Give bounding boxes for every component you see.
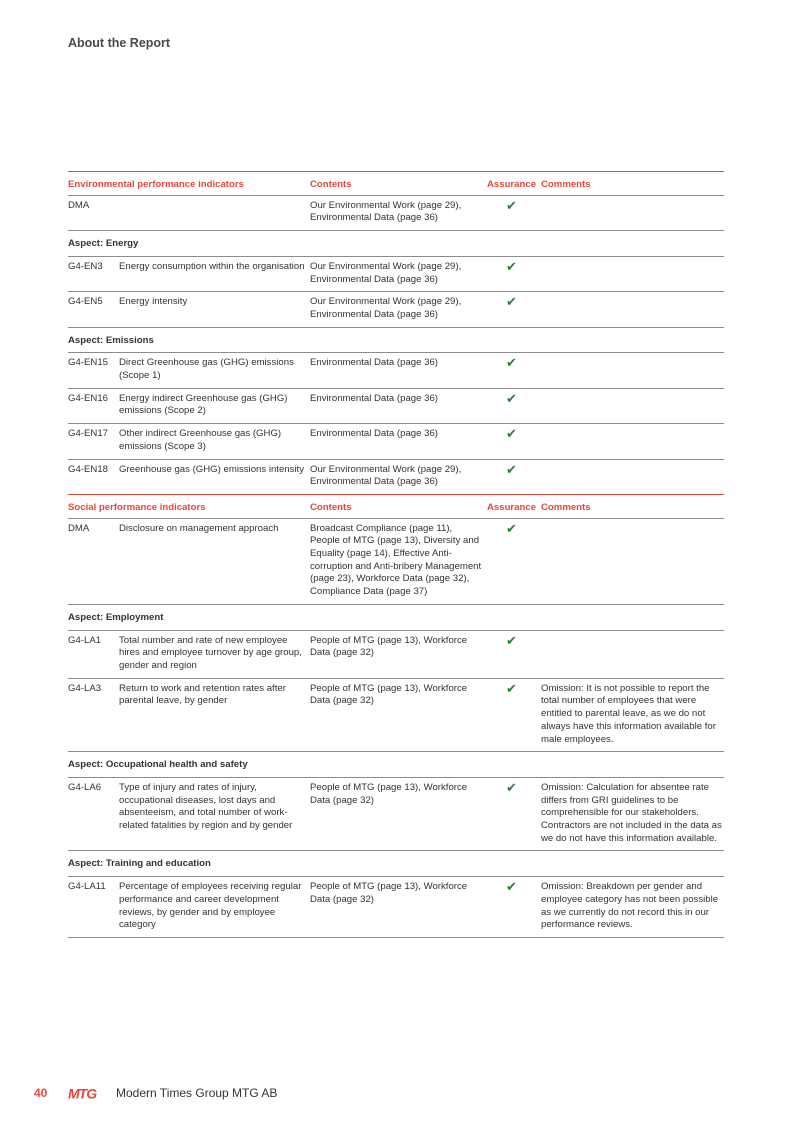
indicator-comments: Omission: Calculation for absentee rate differs from GRI guidelines to be comprehensible for our stakeholders. Contractors are not included in the data as we do not have this information available. (541, 781, 722, 844)
indicator-comments (541, 357, 724, 382)
table-row (68, 778, 724, 852)
check-icon: ✔ (506, 520, 517, 536)
page-footer (34, 1084, 277, 1102)
mtg-logo (68, 1086, 102, 1100)
indicator-code: G4-EN5 (68, 296, 103, 308)
indicator-contents: Environmental Data (page 36) (310, 428, 438, 440)
assurance-header: Assurance (486, 501, 537, 513)
indicator-contents: People of MTG (page 13), Workforce Data (page 32) (310, 781, 468, 806)
indicator-code: G4-LA6 (68, 781, 102, 793)
comments-header: Comments (541, 179, 591, 190)
logo-text: MTG (68, 1086, 97, 1100)
aspect-row: Aspect: Occupational health and safety (68, 752, 724, 778)
indicator-comments: Omission: Breakdown per gender and employee category has not been possible as we currently do not record this in our performance reviews. (541, 881, 719, 931)
indicator-comments (541, 296, 724, 321)
indicator-contents: People of MTG (page 13), Workforce Data (page 32) (310, 634, 468, 659)
indicator-description: Disclosure on management approach (119, 522, 279, 534)
check-icon: ✔ (506, 390, 517, 406)
contents-header: Contents (310, 179, 352, 190)
indicator-contents: Our Environmental Work (page 29), Environmental Data (page 36) (310, 260, 462, 285)
indicator-contents: Broadcast Compliance (page 11), People of MTG (page 13), Diversity and Equality (page 14), Effective Anti-corruption and Anti-bribery Management (page 23), Workforce Data (page 32), Compliance Data (page 37) (310, 522, 482, 598)
check-icon: ✔ (506, 680, 517, 696)
indicator-comments (541, 635, 724, 673)
indicator-contents: Environmental Data (page 36) (310, 392, 438, 404)
indicator-contents: Our Environmental Work (page 29), Environmental Data (page 36) (310, 199, 462, 224)
indicator-code: G4-EN17 (68, 428, 108, 440)
check-icon: ✔ (506, 879, 517, 895)
table-row (68, 196, 724, 231)
gri-index-table (68, 171, 724, 938)
check-icon: ✔ (506, 632, 517, 648)
table-row (68, 519, 724, 605)
table-row (68, 877, 724, 938)
contents-header: Contents (310, 501, 352, 513)
indicator-code: G4-EN3 (68, 260, 103, 272)
check-icon: ✔ (506, 258, 517, 274)
indicator-code: DMA (68, 522, 90, 534)
indicator-contents: Environmental Data (page 36) (310, 357, 438, 369)
indicator-description: Energy consumption within the organisation (119, 260, 305, 272)
indicator-comments (541, 393, 724, 418)
env-header-row (68, 171, 724, 196)
company-name: Modern Times Group MTG AB (116, 1086, 278, 1100)
table-row (68, 424, 724, 459)
aspect-row: Aspect: Emissions (68, 328, 724, 354)
indicator-comments (541, 261, 724, 286)
aspect-row: Aspect: Employment (68, 605, 724, 631)
indicator-comments: Omission: It is not possible to report the total number of employees that were entitled to parental leave, as we do not always have this information available for male employees. (541, 682, 716, 745)
indicator-comments (541, 523, 724, 599)
indicator-comments (541, 200, 724, 225)
indicator-contents: Our Environmental Work (page 29), Environmental Data (page 36) (310, 296, 462, 320)
check-icon: ✔ (506, 355, 517, 371)
indicator-description: Return to work and retention rates after parental leave, by gender (119, 682, 286, 707)
table-row (68, 679, 724, 753)
aspect-row: Aspect: Training and education (68, 851, 724, 877)
indicator-code: G4-EN16 (68, 392, 108, 404)
indicator-description: Type of injury and rates of injury, occupational diseases, lost days and absenteeism, and total number of work-related fatalities by region and by gender (119, 781, 293, 832)
indicator-description (119, 200, 310, 225)
indicator-description: Other indirect Greenhouse gas (GHG) emissions (Scope 3) (119, 428, 282, 452)
table-row (68, 389, 724, 424)
indicator-description: Direct Greenhouse gas (GHG) emissions (Scope 1) (119, 357, 294, 382)
indicator-code: G4-LA3 (68, 682, 102, 694)
social-header-row (68, 495, 724, 519)
indicator-code: G4-LA11 (68, 881, 106, 893)
aspect-row: Aspect: Energy (68, 231, 724, 257)
assurance-header: Assurance (486, 179, 537, 190)
table-row (68, 292, 724, 327)
check-icon: ✔ (506, 779, 517, 795)
table-row (68, 257, 724, 292)
indicator-contents: People of MTG (page 13), Workforce Data (page 32) (310, 682, 468, 707)
indicator-code: G4-LA1 (68, 634, 102, 646)
indicator-description: Greenhouse gas (GHG) emissions intensity (119, 463, 305, 475)
check-icon: ✔ (506, 461, 517, 477)
indicator-code: G4-EN18 (68, 463, 108, 475)
indicator-comments (541, 464, 724, 489)
social-indicators-header: Social performance indicators (68, 501, 206, 513)
table-row (68, 460, 724, 495)
indicator-description: Total number and rate of new employee hires and employee turnover by age group, gender and region (119, 634, 302, 671)
indicator-comments (541, 428, 724, 453)
check-icon: ✔ (506, 294, 517, 310)
indicator-description: Energy indirect Greenhouse gas (GHG) emissions (Scope 2) (119, 392, 288, 417)
table-row (68, 631, 724, 679)
indicator-description: Energy intensity (119, 296, 188, 308)
page-section-title: About the Report (68, 36, 171, 50)
comments-header: Comments (541, 501, 591, 513)
indicator-description: Percentage of employees receiving regular performance and career development reviews, by gender and by employee category (119, 881, 302, 931)
env-indicators-header: Environmental performance indicators (68, 179, 244, 190)
indicator-code: DMA (68, 199, 90, 211)
table-row (68, 353, 724, 388)
page-number: 40 (34, 1086, 48, 1100)
check-icon: ✔ (506, 426, 517, 442)
indicator-code: G4-EN15 (68, 357, 108, 369)
check-icon: ✔ (506, 197, 517, 213)
indicator-contents: People of MTG (page 13), Workforce Data (page 32) (310, 881, 468, 905)
indicator-contents: Our Environmental Work (page 29), Environmental Data (page 36) (310, 463, 462, 488)
